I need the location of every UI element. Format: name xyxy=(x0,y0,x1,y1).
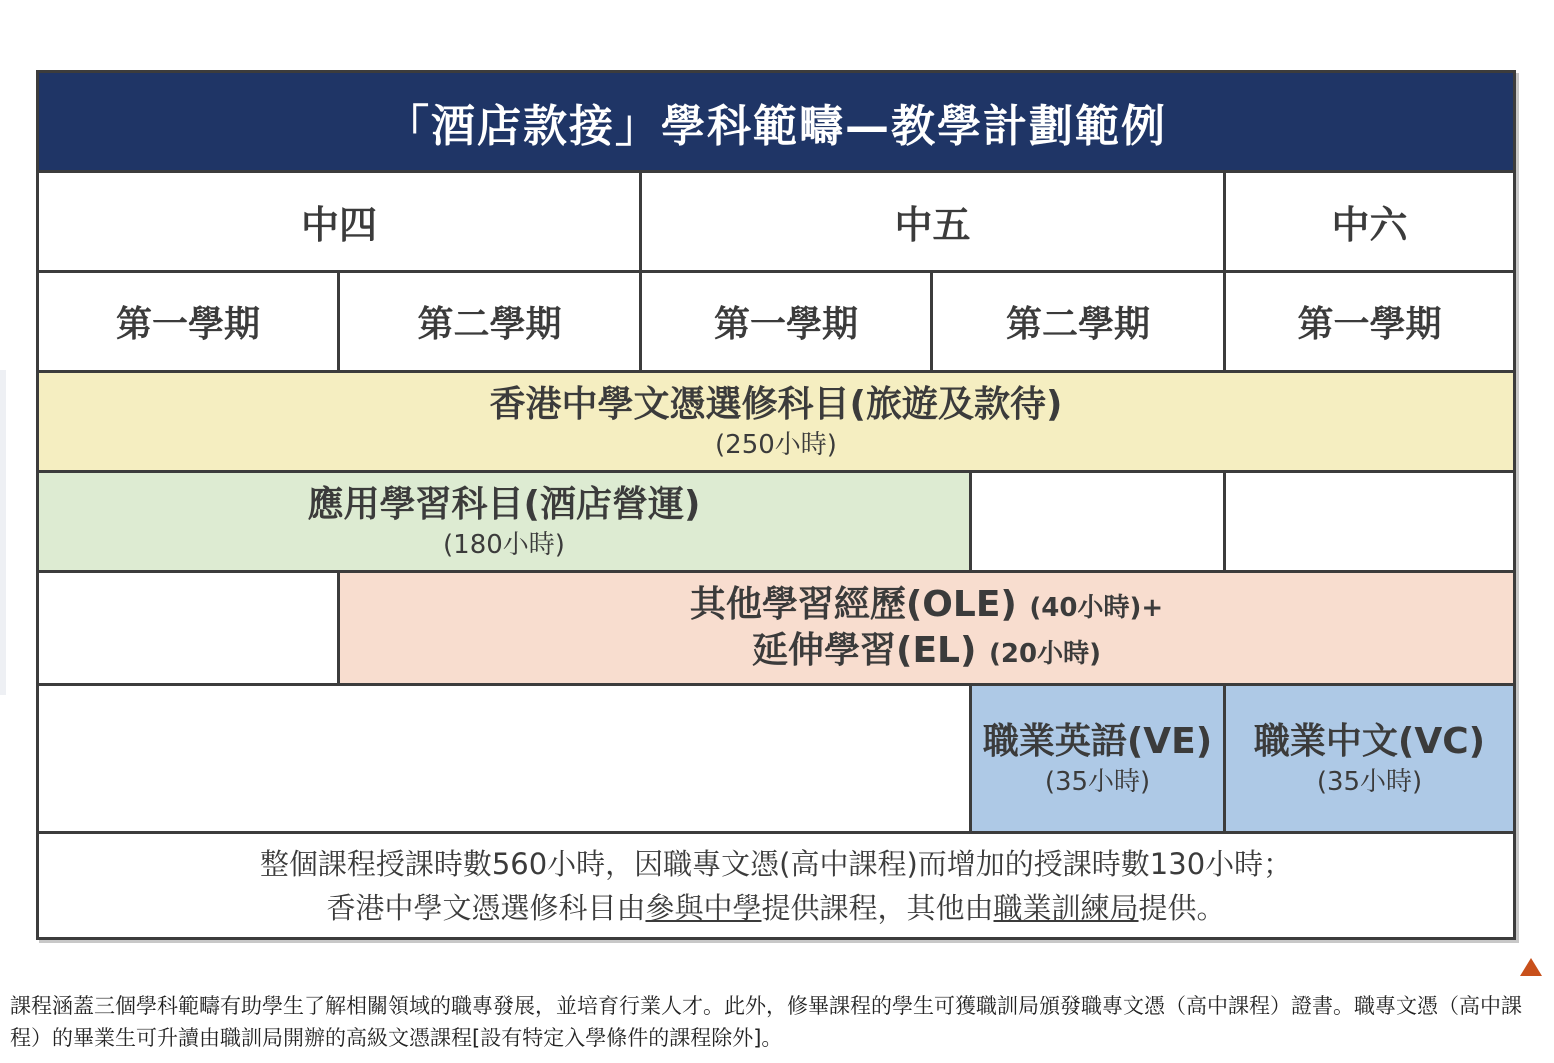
el-name: 延伸學習(EL) xyxy=(752,630,977,671)
ole-hours: (40小時)+ xyxy=(1029,593,1164,623)
dse-subject-name: 香港中學文憑選修科目(旅遊及款待) xyxy=(489,383,1063,425)
ole-line xyxy=(690,582,1163,628)
ve-hours: (35小時) xyxy=(1044,766,1151,797)
ve-block xyxy=(972,686,1226,834)
empty-cell xyxy=(972,473,1226,573)
el-hours: (20小時) xyxy=(989,639,1101,669)
vc-block xyxy=(1226,686,1513,834)
term-s5-1: 第一學期 xyxy=(642,273,933,373)
grade-s4: 中四 xyxy=(39,173,642,273)
applied-learning-hours: (180小時) xyxy=(443,529,565,560)
note-vtc: 職業訓練局 xyxy=(993,890,1139,925)
note-text: 提供。 xyxy=(1138,890,1226,925)
hours-note xyxy=(39,834,1513,937)
dse-subject-hours: (250小時) xyxy=(715,429,837,460)
empty-cell xyxy=(1226,473,1513,573)
ve-name: 職業英語(VE) xyxy=(982,720,1213,762)
vc-hours: (35小時) xyxy=(1316,766,1423,797)
term-s4-2: 第二學期 xyxy=(340,273,642,373)
term-s5-2: 第二學期 xyxy=(933,273,1226,373)
triangle-marker-icon xyxy=(1520,958,1542,976)
note-text: 提供課程，其他由 xyxy=(761,890,994,925)
empty-cell xyxy=(39,686,972,834)
table-title: 「酒店款接」學科範疇—教學計劃範例 xyxy=(39,73,1513,173)
el-line xyxy=(752,628,1101,674)
applied-learning-block xyxy=(39,473,972,573)
ole-name: 其他學習經歷(OLE) xyxy=(689,584,1017,625)
term-s6-1: 第一學期 xyxy=(1226,273,1513,373)
note-text: 香港中學文憑選修科目由 xyxy=(326,890,646,925)
empty-cell xyxy=(39,573,340,686)
term-s4-1: 第一學期 xyxy=(39,273,340,373)
grade-s5: 中五 xyxy=(642,173,1226,273)
note-line-1: 整個課程授課時數560小時，因職專文憑(高中課程)而增加的授課時數130小時； xyxy=(259,846,1293,881)
figure-caption: 課程涵蓋三個學科範疇有助學生了解相關領域的職專發展，並培育行業人才。此外，修畢課程的學生可獲職訓局頒發職專文憑（高中課程）證書。職專文憑（高中課程）的畢業生可升讀由職訓局開辦的高級文憑課程[設有特定入學條件的課程除外]。 xyxy=(10,994,1522,1050)
note-line-2 xyxy=(326,886,1225,930)
grade-s6: 中六 xyxy=(1226,173,1513,273)
side-decoration xyxy=(0,370,6,695)
note-participating-schools: 參與中學 xyxy=(645,890,762,925)
ole-el-block xyxy=(340,573,1513,686)
curriculum-table xyxy=(36,70,1516,940)
dse-subject-block xyxy=(39,373,1513,473)
applied-learning-name: 應用學習科目(酒店營運) xyxy=(307,483,701,525)
vc-name: 職業中文(VC) xyxy=(1253,720,1486,762)
